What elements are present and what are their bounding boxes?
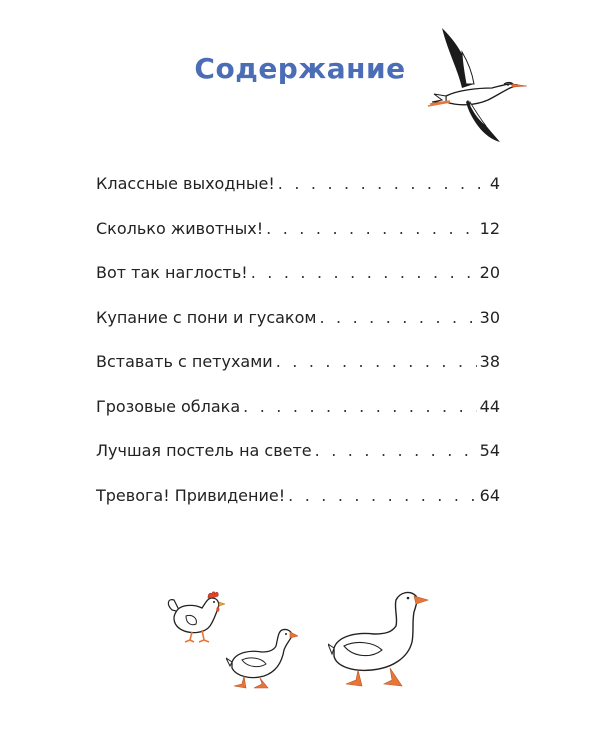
toc-leader-dots: [288, 482, 477, 510]
toc-entry[interactable]: [96, 215, 500, 260]
toc-entry[interactable]: [96, 259, 500, 304]
toc-leader-dots: [315, 437, 477, 465]
toc-entry-page: 4: [489, 174, 500, 193]
toc-entry-title: Лучшая постель на свете: [96, 441, 312, 460]
toc-entry-page: 30: [479, 307, 500, 327]
toc-entry-page: 38: [479, 352, 500, 371]
stork-icon: [418, 22, 528, 152]
toc-entry[interactable]: [96, 393, 500, 438]
table-of-contents: [96, 170, 500, 526]
toc-entry-title: Грозовые облака: [96, 396, 241, 416]
toc-entry-page: 54: [479, 441, 500, 460]
toc-entry[interactable]: [96, 170, 500, 215]
page-title: Содержание: [194, 52, 406, 85]
toc-entry-page: 64: [479, 485, 500, 505]
goose-icon: [328, 588, 432, 692]
hen-icon: [164, 590, 226, 644]
toc-entry[interactable]: [96, 482, 500, 527]
toc-entry-title: Классные выходные!: [96, 174, 275, 193]
toc-leader-dots: [319, 304, 476, 332]
toc-entry-title: Сколько животных!: [96, 218, 264, 238]
toc-leader-dots: [266, 215, 476, 243]
toc-entry-title: Купание с пони и гусаком: [96, 307, 317, 327]
toc-entry-page: 44: [479, 396, 500, 416]
toc-entry-page: 20: [479, 263, 500, 282]
toc-leader-dots: [276, 348, 477, 376]
toc-entry-title: Вставать с петухами: [96, 352, 273, 371]
toc-entry-page: 12: [479, 218, 500, 238]
toc-entry-title: Вот так наглость!: [96, 263, 248, 282]
toc-entry[interactable]: [96, 348, 500, 393]
toc-entry-title: Тревога! Привидение!: [96, 485, 286, 505]
toc-leader-dots: [278, 170, 487, 198]
toc-leader-dots: [251, 259, 477, 287]
goose-icon: [226, 622, 298, 692]
toc-leader-dots: [243, 393, 476, 421]
toc-entry[interactable]: [96, 437, 500, 482]
toc-entry[interactable]: [96, 304, 500, 349]
